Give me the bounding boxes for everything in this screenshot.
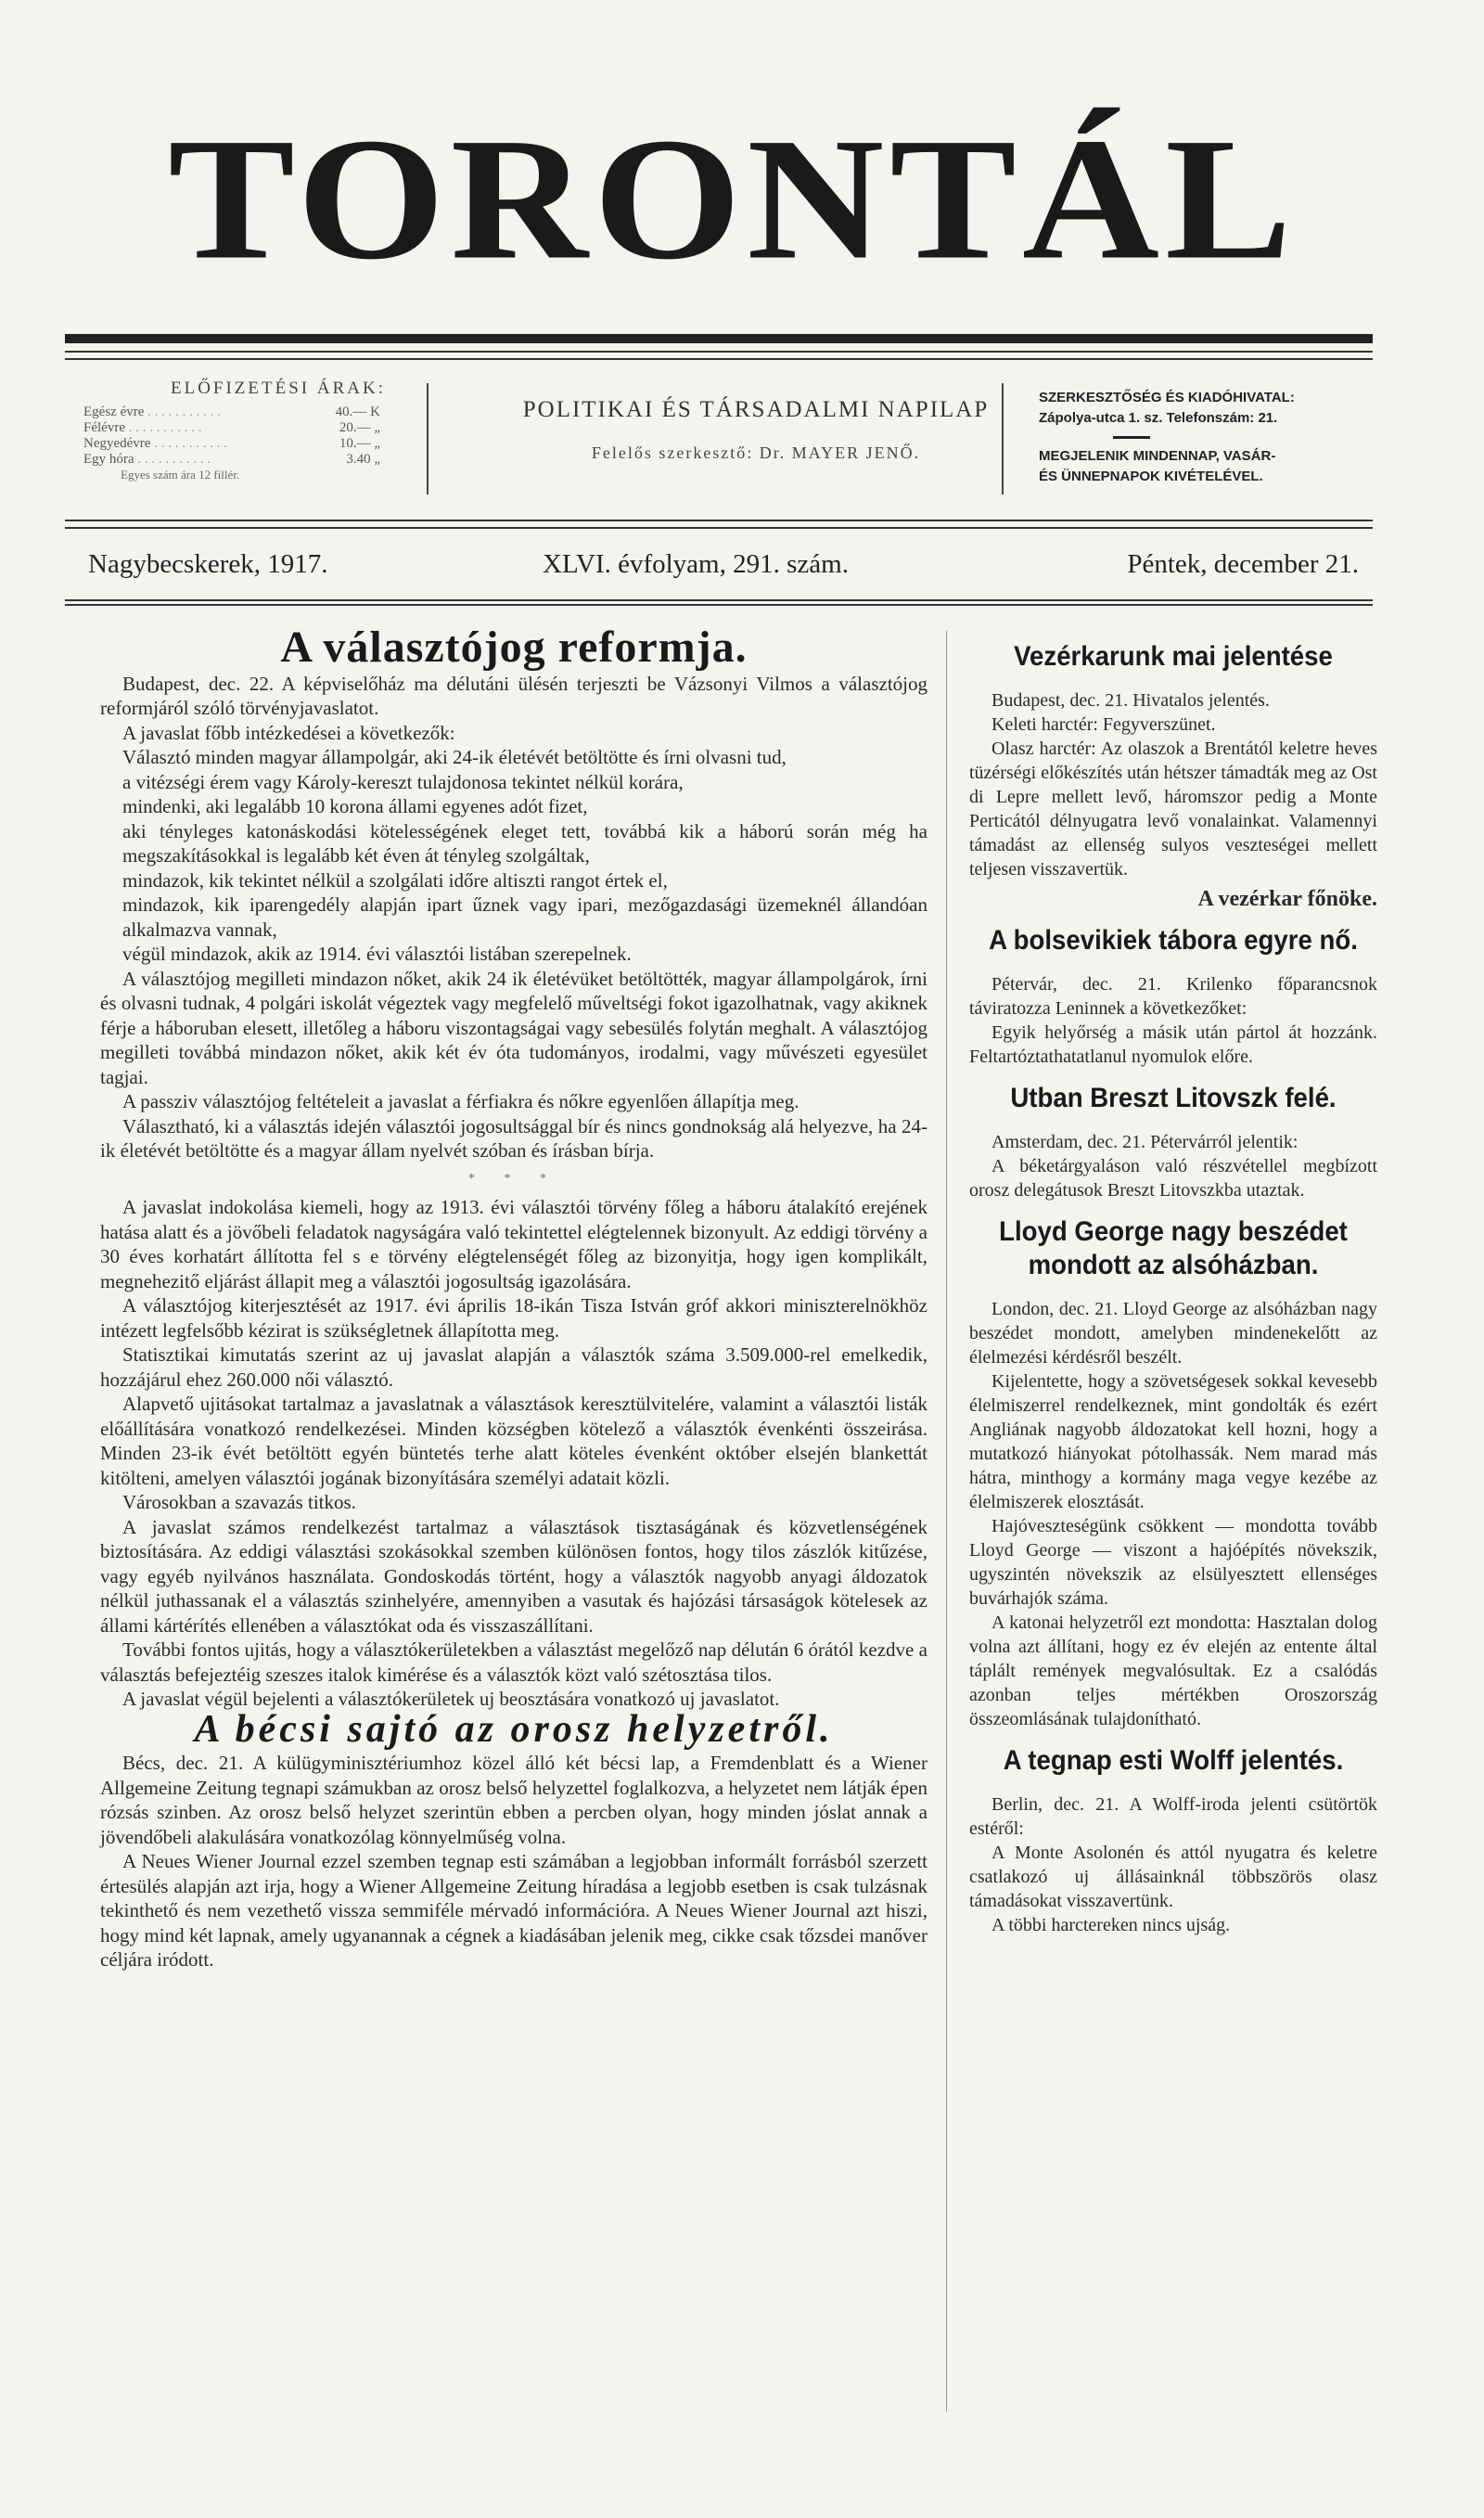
paragraph: A javaslat indokolása kiemeli, hogy az 1913. évi választói törvény főleg a háboru átalakító erejének hatása alatt és a jövőbeli feladatok nagyságára való tekintettel elégtelennek bizonyult. Az eddigi törvény a 30 éves korhatárt állította fel s e törvény elégtelenségét főleg az bizonyitja, hogy igen komplikált, megnehezitő eljárást állapit meg a választói jogosultság igazolására. [100,1196,928,1292]
paragraph: Választható, ki a választás idején választói jogosultsággal bír és nincs gondnokság alá helyezve, ha 24-ik életévét betöltötte és a magyar állam nyelvét szóban és írásban bírja. [100,1114,928,1162]
dateline-rule [65,599,1373,606]
masthead-double-rule [65,351,1373,360]
paragraph: Kijelentette, hogy a szövetségesek sokkal kevesebb élelmiszerrel rendelkeznek, mint gondolták és ezért Angliának nagyobb áldozatokat kell hozni, hogy a mutatkozó hiányokat pótolhassák. Nem marad más hátra, minthogy a kormány maga vegye kezébe az élelmiszerek elosztását. [969,1371,1377,1512]
right-column [969,640,1377,1937]
paragraph: Választó minden magyar állampolgár, aki 24-ik életévét betöltötte és írni olvasni tud, [122,746,787,768]
paragraph: aki tényleges katonáskodási kötelességének eleget tett, továbbá kik a háború során még ha megszakításokkal is legalább két éven át tényleg szolgáltak, [122,819,928,867]
issue-number: XLVI. évfolyam, 291. szám. [543,549,849,579]
paragraph: A javaslat számos rendelkezést tartalmaz a választások tisztaságának és közvetlenségének biztosítására. Az eddigi választási szokásokkal szemben különösen fontos, hogy tilos zászlók kitűzése, vagy egyéb nyilvános használata. Gondoskodás történt, hogy a választók nagyobb anyagi áldozatok nélkül juthassanak el a választás szinhelyére, amennyiben a vasutak és hajózási társaságok kötelesek az állami kártérítés ellenében a választókat oda és visszaszállítani. [100,1515,928,1637]
price-row: Egész évre . . . 40.— K [83,405,380,420]
issue-date: Péntek, december 21. [1127,549,1359,579]
brest-headline: Utban Breszt Litovszk felé. [1010,1083,1337,1113]
office-separator [1113,436,1150,439]
wolff-headline: A tegnap esti Wolff jelentés. [1003,1745,1344,1776]
paragraph: Bécs, dec. 21. A külügyminisztériumhoz közel álló két bécsi lap, a Fremdenblatt és a Wiener Allgemeine Zeitung tegnapi számukban az orosz belső helyzettel foglalkozva, a helyzetet nem látják épen rózsás szinben. Az orosz belső helyzet szerintün ebben a percben olyan, hogy minden jóslat annak a jövendőbeli alakulására vonatkozólag könnyelműség volna. [100,1752,928,1848]
paragraph: A Monte Asolonén és attól nyugatra és keletre csatlakozó uj állásainknál többszörös olasz támadásokat visszavertünk. [969,1843,1377,1911]
paragraph: Városokban a szavazás titkos. [122,1491,356,1513]
paragraph: Budapest, dec. 21. Hivatalos jelentés. [991,690,1270,711]
info-rule [65,520,1373,529]
report-signoff: A vezérkar főnöke. [1197,887,1377,911]
paragraph: A választójog kiterjesztését az 1917. évi április 18-ikán Tisza István gróf akkori miniszterelnökhöz intézett legfelsőbb kézirat is szükségletnek állapította meg. [100,1294,928,1342]
paragraph: mindenki, aki legalább 10 korona állami egyenes adót fizet, [122,795,588,817]
paragraph: A passziv választójog feltételeit a javaslat a férfiakra és nőkre egyenlően állapítja meg. [122,1090,800,1112]
report-headline: Vezérkarunk mai jelentése [1014,641,1333,672]
paper-info [478,397,1034,463]
prices-title: ELŐFIZETÉSI ÁRAK: [170,379,386,398]
office-info [1039,388,1382,487]
office-address: Zápolya-utca 1. sz. Telefonszám: 21. [1039,410,1278,426]
paragraph: Olasz harctér: Az olaszok a Brentától keletre heves tüzérségi előkészítés után hétszer támadták meg az Ost di Lepre mellett levő, háromszor pedig a Monte Perticától délnyugatra levő vonalainkat. Valamennyi támadást az ellenség sulyos veszteségei mellett teljesen visszavertük. [969,739,1377,880]
vertical-divider [1002,383,1004,495]
column-divider [946,631,947,2412]
editor-line: Felelős szerkesztő: Dr. MAYER JENŐ. [591,443,921,462]
section-separator: * * * [468,1171,559,1186]
vertical-divider [427,383,429,495]
paragraph: A béketárgyaláson való részvétellel megbízott orosz delegátusok Breszt Litovszkba utaztak. [969,1156,1377,1201]
dateline [65,549,1373,586]
schedule-line-2: ÉS ÜNNEPNAPOK KIVÉTELÉVEL. [1039,469,1263,484]
paragraph: A javaslat végül bejelenti a választókerületek uj beosztására vonatkozó uj javaslatot. [122,1688,780,1710]
paragraph: Egyik helyőrség a másik után pártol át hozzánk. Feltartóztathatatlanul nyomulok előre. [969,1022,1377,1067]
paragraph: Statisztikai kimutatás szerint az uj javaslat alapján a választók száma 3.509.000-rel emelkedik, hozzájárul ehez 260.000 női választó. [100,1343,928,1391]
article-headline: A választójog reformja. [280,623,748,672]
paragraph: A többi harctereken nincs ujság. [991,1915,1231,1935]
paragraph: a vitézségi érem vagy Károly-kereszt tulajdonosa tekintet nélkül korára, [122,770,684,793]
paragraph: A javaslat főbb intézkedései a következők: [122,721,455,744]
single-copy-price: Egyes szám ára 12 fillér. [121,468,240,482]
info-band [65,369,1373,508]
paragraph: A választójog megilleti mindazon nőket, akik 24 ik életévüket betöltötték, magyar állampolgárok, írni és olvasni tudnak, 4 polgári iskolát végeztek vagy megfelelő műveltségi fokot igazolhatnak, vagy akiknek férje a háboruban elesett, illetőleg a háboru viszontagságai vagy sebesülés folytán meghalt. A választójog megilleti továbbá mindazon nőket, akik két év óta tudományos, irodalmi, vagy művészeti egyesület tagjai. [100,967,928,1088]
left-column [100,623,928,1972]
paper-kind: POLITIKAI ÉS TÁRSADALMI NAPILAP [522,397,990,422]
paragraph: Budapest, dec. 22. A képviselőház ma délutáni ülésén terjeszti be Vázsonyi Vilmos a választójog reformjáról szóló törvényjavaslatot. [100,672,928,719]
subscription-prices [83,379,473,482]
paragraph: mindazok, kik tekintet nélkül a szolgálati időre altiszti rangot értek el, [122,868,668,892]
lloyd-george-headline: Lloyd George nagy beszédet mondott az alsóházban. [999,1216,1348,1280]
article-headline-2: A bécsi sajtó az orosz helyzetről. [194,1707,834,1751]
paragraph: London, dec. 21. Lloyd George az alsóházban nagy beszédet mondott, amelyben mindenekelőtt az élelmezési kérdésről beszélt. [969,1299,1377,1368]
masthead-title: TORONTÁL [168,102,1298,296]
paragraph: Alapvető ujitásokat tartalmaz a javaslatnak a választások keresztülvitelére, valamint a választói listák előállítására vonatkozó rendelkezései. Minden községben kötelező a választók évenkénti összeirása. Minden 23-ik évét betöltött egyén büntetés terhe alatt köteles évenként október elsején blankettát kitölteni, amelyen választói jogának bizonyítására személyi adatait közli. [100,1393,928,1489]
paragraph: Berlin, dec. 21. A Wolff-iroda jelenti csütörtök estéről: [969,1794,1377,1839]
schedule-line-1: MEGJELENIK MINDENNAP, VASÁR- [1039,448,1276,464]
place-year: Nagybecskerek, 1917. [88,549,328,579]
paragraph: A Neues Wiener Journal ezzel szemben tegnap esti számában a legjobban informált forrásból szerzett értesülés alapján azt irja, hogy a Wiener Allgemeine Zeitung híradása a legjobb esetben is csak tulzásnak tekinthető és nem vezethető vissza semmiféle mérvadó információra. A Neues Wiener Journal azt hiszi, hogy mind két lapnak, amely ugyanannak a cégnek a kiadásában jelenik meg, cikke csak tőzsdei manőver céljára iródott. [100,1850,928,1971]
paragraph: A katonai helyzetről ezt mondotta: Hasztalan dolog volna azt állítani, hogy ez év elején az entente által táplált remények megvalósultak. Ez a csalódás azonban teljes mértékben Oroszország összeomlásának tulajdonítható. [969,1612,1377,1729]
price-row: Félévre . . . 20.— „ [83,420,380,436]
bolshevik-headline: A bolsevikiek tábora egyre nő. [989,925,1358,956]
paragraph: További fontos ujitás, hogy a választókerületekben a választást megelőző nap délután 6 órától kezdve a választás befejeztéig szeszes italok kimérése és a választók közt való szétosztása tilos. [100,1638,928,1686]
paragraph: Amsterdam, dec. 21. Pétervárról jelentik: [991,1132,1298,1152]
paragraph: végül mindazok, akik az 1914. évi választói listában szerepelnek. [122,943,632,965]
masthead-rule [65,334,1373,343]
paragraph: mindazok, kik iparengedély alapján ipart űznek vagy ipari, mezőgazdasági üzemeknél állandóan alkalmazva vannak, [122,893,928,941]
paragraph: Keleti harctér: Fegyverszünet. [991,714,1216,735]
paragraph: Pétervár, dec. 21. Krilenko főparancsnok táviratozza Leninnek a következőket: [969,974,1377,1019]
office-title: SZERKESZTŐSÉG ÉS KIADÓHIVATAL: [1039,390,1295,405]
masthead [65,93,1401,315]
price-row: Negyedévre . . . 10.— „ [83,436,380,452]
price-row: Egy hóra . . . 3.40 „ [83,452,380,468]
paragraph: Hajóveszteségünk csökkent — mondotta tovább Lloyd George — viszont a hajóépítés növekszik, ugyszintén növekszik az elsülyesztett ellenséges buvárhajók száma. [969,1516,1377,1609]
